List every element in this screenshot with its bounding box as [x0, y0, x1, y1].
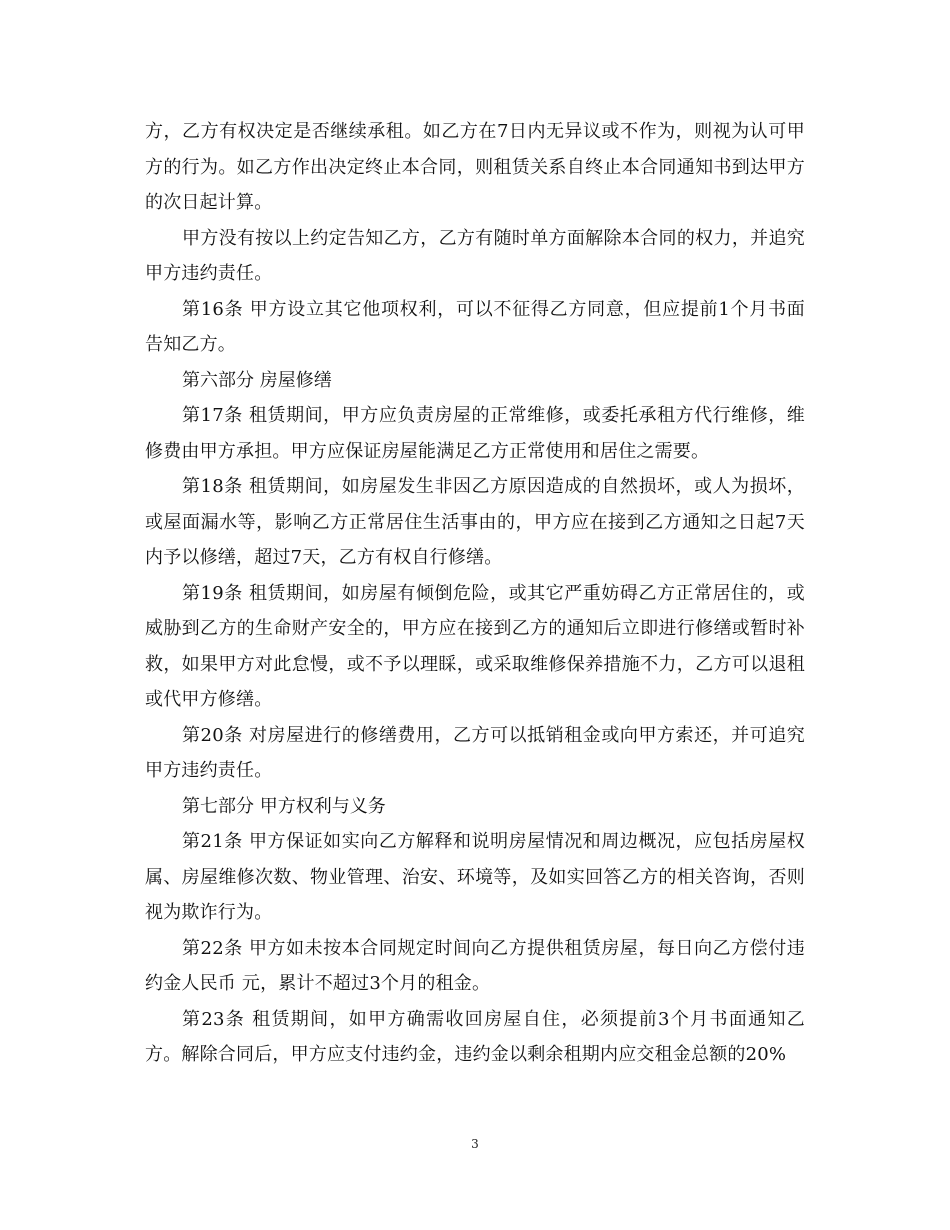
page-number: 3 — [471, 1137, 479, 1151]
clause-23: 第23条 租赁期间，如甲方确需收回房屋自住，必须提前3个月书面通知乙方。解除合同后，甲方应支付违约金，违约金以剩余租期内应交租金总额的20% — [145, 1008, 805, 1065]
section-heading-landlord-rights: 第七部分 甲方权利与义务 — [182, 795, 386, 817]
clause-16: 第16条 甲方设立其它他项权利，可以不征得乙方同意，但应提前1个月书面告知乙方。 — [145, 298, 805, 355]
paragraph-notice-breach: 甲方没有按以上约定告知乙方，乙方有随时单方面解除本合同的权力，并追究甲方违约责任。 — [145, 227, 805, 284]
clause-17: 第17条 租赁期间，甲方应负责房屋的正常维修，或委托承租方代行维修，维修费由甲方承担。甲方应保证房屋能满足乙方正常使用和居住之需要。 — [145, 405, 805, 462]
paragraph-continuation: 方，乙方有权决定是否继续承租。如乙方在7日内无异议或不作为，则视为认可甲方的行为。如乙方作出决定终止本合同，则租赁关系自终止本合同通知书到达甲方的次日起计算。 — [145, 121, 805, 213]
section-heading-repairs: 第六部分 房屋修缮 — [182, 369, 332, 391]
clause-18: 第18条 租赁期间，如房屋发生非因乙方原因造成的自然损坏，或人为损坏，或屋面漏水等，影响乙方正常居住生活事由的，甲方应在接到乙方通知之日起7天内予以修缮，超过7天，乙方有权自行修缮。 — [145, 476, 805, 568]
clause-19: 第19条 租赁期间，如房屋有倾倒危险，或其它严重妨碍乙方正常居住的，或威胁到乙方的生命财产安全的，甲方应在接到乙方的通知后立即进行修缮或暂时补救，如果甲方对此怠慢，或不予以理睬，或采取维修保养措施不力，乙方可以退租或代甲方修缮。 — [145, 582, 805, 710]
clause-21: 第21条 甲方保证如实向乙方解释和说明房屋情况和周边概况，应包括房屋权属、房屋维修次数、物业管理、治安、环境等，及如实回答乙方的相关咨询，否则视为欺诈行为。 — [145, 831, 805, 923]
document-body — [145, 114, 805, 1073]
clause-22: 第22条 甲方如未按本合同规定时间向乙方提供租赁房屋，每日向乙方偿付违约金人民币 元，累计不超过3个月的租金。 — [145, 937, 805, 994]
clause-20: 第20条 对房屋进行的修缮费用，乙方可以抵销租金或向甲方索还，并可追究甲方违约责任。 — [145, 724, 805, 781]
